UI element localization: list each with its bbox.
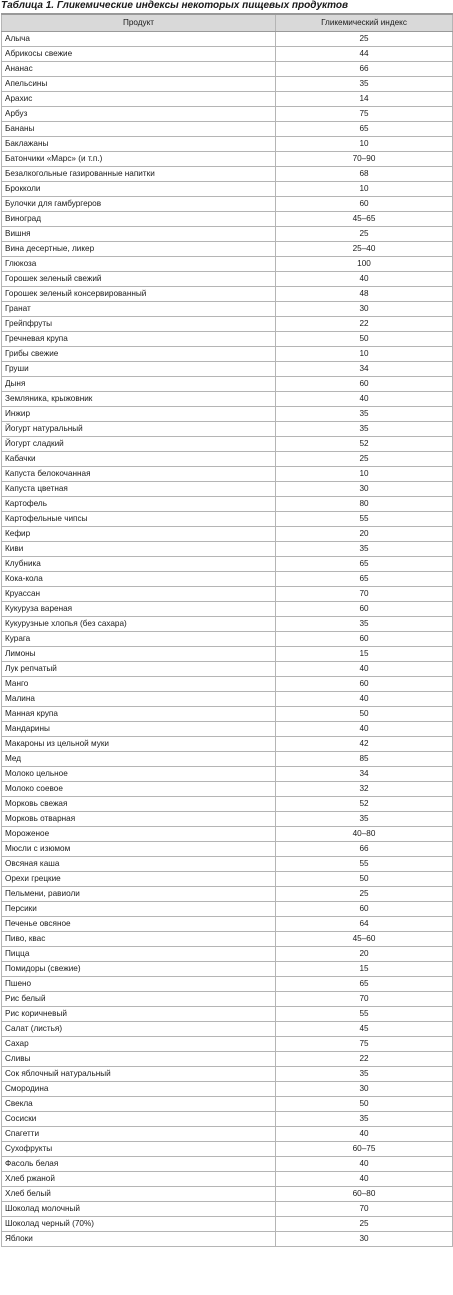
table-row: [2, 122, 453, 137]
glycemic-index-cell: 60: [276, 677, 453, 692]
header-product: Продукт: [2, 14, 276, 32]
product-name-cell: Вишня: [2, 227, 276, 242]
table-row: [2, 362, 453, 377]
table-row: [2, 677, 453, 692]
product-name-cell: Горошек зеленый консервированный: [2, 287, 276, 302]
glycemic-index-cell: 40–80: [276, 827, 453, 842]
product-name-cell: Свекла: [2, 1097, 276, 1112]
product-name-cell: Киви: [2, 542, 276, 557]
product-name-cell: Пицца: [2, 947, 276, 962]
product-name-cell: Хлеб белый: [2, 1187, 276, 1202]
table-row: [2, 77, 453, 92]
product-name-cell: Гранат: [2, 302, 276, 317]
table-row: [2, 827, 453, 842]
table-row: [2, 1097, 453, 1112]
product-name-cell: Картофель: [2, 497, 276, 512]
table-row: [2, 152, 453, 167]
glycemic-index-cell: 45–60: [276, 932, 453, 947]
glycemic-index-cell: 10: [276, 467, 453, 482]
glycemic-index-cell: 10: [276, 347, 453, 362]
product-name-cell: Арбуз: [2, 107, 276, 122]
table-row: [2, 887, 453, 902]
product-name-cell: Кефир: [2, 527, 276, 542]
table-row: [2, 992, 453, 1007]
table-row: [2, 1067, 453, 1082]
table-caption: Таблица 1. Гликемические индексы некоторых пищевых продуктов: [1, 0, 348, 11]
product-name-cell: Батончики «Марс» (и т.п.): [2, 152, 276, 167]
glycemic-index-cell: 64: [276, 917, 453, 932]
product-name-cell: Глюкоза: [2, 257, 276, 272]
table-row: [2, 707, 453, 722]
glycemic-index-cell: 75: [276, 1037, 453, 1052]
glycemic-index-cell: 100: [276, 257, 453, 272]
product-name-cell: Бананы: [2, 122, 276, 137]
table-row: [2, 392, 453, 407]
product-name-cell: Сосиски: [2, 1112, 276, 1127]
table-row: [2, 572, 453, 587]
product-name-cell: Ананас: [2, 62, 276, 77]
glycemic-index-cell: 50: [276, 707, 453, 722]
product-name-cell: Лимоны: [2, 647, 276, 662]
glycemic-index-cell: 35: [276, 812, 453, 827]
glycemic-index-cell: 35: [276, 617, 453, 632]
table-row: [2, 62, 453, 77]
product-name-cell: Булочки для гамбургеров: [2, 197, 276, 212]
table-row: [2, 437, 453, 452]
glycemic-index-cell: 52: [276, 437, 453, 452]
table-row: [2, 227, 453, 242]
glycemic-index-cell: 25: [276, 1217, 453, 1232]
table-row: [2, 1217, 453, 1232]
product-name-cell: Мандарины: [2, 722, 276, 737]
glycemic-index-cell: 40: [276, 692, 453, 707]
glycemic-index-cell: 20: [276, 527, 453, 542]
product-name-cell: Макароны из цельной муки: [2, 737, 276, 752]
table-row: [2, 47, 453, 62]
glycemic-index-cell: 40: [276, 1172, 453, 1187]
product-name-cell: Клубника: [2, 557, 276, 572]
table-row: [2, 797, 453, 812]
table-row: [2, 1112, 453, 1127]
table-row: [2, 332, 453, 347]
table-row: [2, 272, 453, 287]
glycemic-index-cell: 34: [276, 362, 453, 377]
glycemic-index-cell: 40: [276, 392, 453, 407]
product-name-cell: Грейпфруты: [2, 317, 276, 332]
glycemic-index-cell: 22: [276, 1052, 453, 1067]
glycemic-index-cell: 40: [276, 272, 453, 287]
product-name-cell: Кукуруза вареная: [2, 602, 276, 617]
table-row: [2, 452, 453, 467]
table-row: [2, 1007, 453, 1022]
glycemic-index-cell: 55: [276, 512, 453, 527]
table-row: [2, 842, 453, 857]
product-name-cell: Кукурузные хлопья (без сахара): [2, 617, 276, 632]
product-name-cell: Шоколад черный (70%): [2, 1217, 276, 1232]
product-name-cell: Вина десертные, ликер: [2, 242, 276, 257]
glycemic-index-cell: 60: [276, 197, 453, 212]
product-name-cell: Овсяная каша: [2, 857, 276, 872]
glycemic-index-cell: 48: [276, 287, 453, 302]
product-name-cell: Пиво, квас: [2, 932, 276, 947]
glycemic-index-cell: 45: [276, 1022, 453, 1037]
product-name-cell: Смородина: [2, 1082, 276, 1097]
glycemic-index-cell: 65: [276, 557, 453, 572]
table-row: [2, 1142, 453, 1157]
glycemic-index-cell: 30: [276, 1082, 453, 1097]
glycemic-index-cell: 25: [276, 887, 453, 902]
product-name-cell: Гречневая крупа: [2, 332, 276, 347]
table-row: [2, 212, 453, 227]
product-name-cell: Круассан: [2, 587, 276, 602]
table-row: [2, 317, 453, 332]
glycemic-index-cell: 35: [276, 422, 453, 437]
header-glycemic-index: Гликемический индекс: [276, 14, 453, 32]
table-row: [2, 242, 453, 257]
table-row: [2, 1187, 453, 1202]
product-name-cell: Сок яблочный натуральный: [2, 1067, 276, 1082]
table-row: [2, 32, 453, 47]
glycemic-index-cell: 35: [276, 1112, 453, 1127]
product-name-cell: Салат (листья): [2, 1022, 276, 1037]
product-name-cell: Апельсины: [2, 77, 276, 92]
glycemic-index-cell: 40: [276, 662, 453, 677]
glycemic-index-cell: 40: [276, 1157, 453, 1172]
table-row: [2, 1202, 453, 1217]
glycemic-index-cell: 45–65: [276, 212, 453, 227]
table-row: [2, 422, 453, 437]
table-row: [2, 557, 453, 572]
product-name-cell: Груши: [2, 362, 276, 377]
table-row: [2, 1037, 453, 1052]
glycemic-index-cell: 68: [276, 167, 453, 182]
product-name-cell: Манная крупа: [2, 707, 276, 722]
table-row: [2, 752, 453, 767]
table-row: [2, 722, 453, 737]
product-name-cell: Алыча: [2, 32, 276, 47]
glycemic-index-cell: 35: [276, 77, 453, 92]
product-name-cell: Картофельные чипсы: [2, 512, 276, 527]
product-name-cell: Сливы: [2, 1052, 276, 1067]
table-row: [2, 782, 453, 797]
glycemic-index-cell: 22: [276, 317, 453, 332]
product-name-cell: Помидоры (свежие): [2, 962, 276, 977]
table-row: [2, 1022, 453, 1037]
glycemic-index-cell: 60: [276, 602, 453, 617]
table-row: [2, 977, 453, 992]
glycemic-index-cell: 10: [276, 182, 453, 197]
table-row: [2, 1232, 453, 1247]
table-row: [2, 182, 453, 197]
table-row: [2, 107, 453, 122]
table-row: [2, 587, 453, 602]
product-name-cell: Лук репчатый: [2, 662, 276, 677]
table-row: [2, 1052, 453, 1067]
glycemic-index-cell: 70: [276, 587, 453, 602]
product-name-cell: Сахар: [2, 1037, 276, 1052]
product-name-cell: Безалкогольные газированные напитки: [2, 167, 276, 182]
glycemic-index-cell: 30: [276, 302, 453, 317]
table-row: [2, 617, 453, 632]
table-row: [2, 647, 453, 662]
table-row: [2, 347, 453, 362]
glycemic-index-cell: 80: [276, 497, 453, 512]
glycemic-index-cell: 25–40: [276, 242, 453, 257]
table-row: [2, 692, 453, 707]
table-row: [2, 962, 453, 977]
table-row: [2, 497, 453, 512]
table-row: [2, 662, 453, 677]
table-row: [2, 632, 453, 647]
table-row: [2, 482, 453, 497]
glycemic-index-cell: 40: [276, 722, 453, 737]
glycemic-index-cell: 52: [276, 797, 453, 812]
product-name-cell: Яблоки: [2, 1232, 276, 1247]
product-name-cell: Дыня: [2, 377, 276, 392]
product-name-cell: Йогурт сладкий: [2, 437, 276, 452]
table-row: [2, 257, 453, 272]
glycemic-index-cell: 44: [276, 47, 453, 62]
glycemic-index-cell: 14: [276, 92, 453, 107]
product-name-cell: Орехи грецкие: [2, 872, 276, 887]
glycemic-index-cell: 70–90: [276, 152, 453, 167]
table-row: [2, 137, 453, 152]
glycemic-index-cell: 20: [276, 947, 453, 962]
table-row: [2, 917, 453, 932]
glycemic-index-cell: 30: [276, 482, 453, 497]
glycemic-index-cell: 50: [276, 1097, 453, 1112]
product-name-cell: Морковь отварная: [2, 812, 276, 827]
glycemic-index-cell: 55: [276, 857, 453, 872]
glycemic-index-cell: 65: [276, 977, 453, 992]
glycemic-index-cell: 35: [276, 542, 453, 557]
table-row: [2, 737, 453, 752]
product-name-cell: Инжир: [2, 407, 276, 422]
product-name-cell: Виноград: [2, 212, 276, 227]
glycemic-index-cell: 70: [276, 992, 453, 1007]
glycemic-index-cell: 75: [276, 107, 453, 122]
product-name-cell: Пшено: [2, 977, 276, 992]
product-name-cell: Молоко соевое: [2, 782, 276, 797]
product-name-cell: Капуста белокочанная: [2, 467, 276, 482]
product-name-cell: Пельмени, равиоли: [2, 887, 276, 902]
glycemic-index-cell: 50: [276, 332, 453, 347]
table-row: [2, 467, 453, 482]
product-name-cell: Фасоль белая: [2, 1157, 276, 1172]
table-row: [2, 767, 453, 782]
product-name-cell: Капуста цветная: [2, 482, 276, 497]
table-row: [2, 287, 453, 302]
glycemic-index-cell: 60–75: [276, 1142, 453, 1157]
table-row: [2, 92, 453, 107]
glycemic-index-cell: 65: [276, 122, 453, 137]
product-name-cell: Мороженое: [2, 827, 276, 842]
table-row: [2, 602, 453, 617]
product-name-cell: Сухофрукты: [2, 1142, 276, 1157]
product-name-cell: Брокколи: [2, 182, 276, 197]
table-row: [2, 857, 453, 872]
table-row: [2, 1082, 453, 1097]
product-name-cell: Хлеб ржаной: [2, 1172, 276, 1187]
table-row: [2, 932, 453, 947]
table-row: [2, 947, 453, 962]
glycemic-index-cell: 85: [276, 752, 453, 767]
table-row: [2, 302, 453, 317]
glycemic-index-cell: 70: [276, 1202, 453, 1217]
table-row: [2, 377, 453, 392]
product-name-cell: Печенье овсяное: [2, 917, 276, 932]
table-row: [2, 902, 453, 917]
product-name-cell: Абрикосы свежие: [2, 47, 276, 62]
glycemic-index-cell: 60: [276, 902, 453, 917]
table-row: [2, 167, 453, 182]
glycemic-index-cell: 60: [276, 377, 453, 392]
glycemic-index-cell: 15: [276, 962, 453, 977]
product-name-cell: Баклажаны: [2, 137, 276, 152]
glycemic-index-cell: 66: [276, 842, 453, 857]
product-name-cell: Арахис: [2, 92, 276, 107]
glycemic-index-cell: 25: [276, 227, 453, 242]
table-header-row: [2, 14, 453, 32]
table-row: [2, 197, 453, 212]
product-name-cell: Мед: [2, 752, 276, 767]
table-row: [2, 527, 453, 542]
product-name-cell: Кока-кола: [2, 572, 276, 587]
product-name-cell: Молоко цельное: [2, 767, 276, 782]
product-name-cell: Горошек зеленый свежий: [2, 272, 276, 287]
product-name-cell: Шоколад молочный: [2, 1202, 276, 1217]
glycemic-index-cell: 15: [276, 647, 453, 662]
glycemic-index-cell: 25: [276, 32, 453, 47]
product-name-cell: Земляника, крыжовник: [2, 392, 276, 407]
product-name-cell: Спагетти: [2, 1127, 276, 1142]
glycemic-index-table: [1, 13, 453, 1247]
table-row: [2, 1172, 453, 1187]
glycemic-index-cell: 35: [276, 1067, 453, 1082]
product-name-cell: Мюсли с изюмом: [2, 842, 276, 857]
glycemic-index-cell: 50: [276, 872, 453, 887]
glycemic-index-cell: 42: [276, 737, 453, 752]
glycemic-index-cell: 66: [276, 62, 453, 77]
glycemic-index-cell: 55: [276, 1007, 453, 1022]
table-row: [2, 872, 453, 887]
product-name-cell: Рис коричневый: [2, 1007, 276, 1022]
product-name-cell: Рис белый: [2, 992, 276, 1007]
table-row: [2, 542, 453, 557]
product-name-cell: Морковь свежая: [2, 797, 276, 812]
glycemic-index-cell: 30: [276, 1232, 453, 1247]
table-row: [2, 812, 453, 827]
glycemic-index-cell: 60–80: [276, 1187, 453, 1202]
product-name-cell: Грибы свежие: [2, 347, 276, 362]
glycemic-index-cell: 32: [276, 782, 453, 797]
product-name-cell: Манго: [2, 677, 276, 692]
table-row: [2, 1127, 453, 1142]
glycemic-index-cell: 25: [276, 452, 453, 467]
glycemic-index-cell: 40: [276, 1127, 453, 1142]
product-name-cell: Малина: [2, 692, 276, 707]
glycemic-index-cell: 60: [276, 632, 453, 647]
glycemic-index-cell: 10: [276, 137, 453, 152]
table-row: [2, 1157, 453, 1172]
glycemic-index-cell: 65: [276, 572, 453, 587]
glycemic-index-cell: 34: [276, 767, 453, 782]
table-row: [2, 512, 453, 527]
product-name-cell: Йогурт натуральный: [2, 422, 276, 437]
table-body: [2, 32, 453, 1247]
product-name-cell: Курага: [2, 632, 276, 647]
table-row: [2, 407, 453, 422]
product-name-cell: Кабачки: [2, 452, 276, 467]
product-name-cell: Персики: [2, 902, 276, 917]
glycemic-index-cell: 35: [276, 407, 453, 422]
